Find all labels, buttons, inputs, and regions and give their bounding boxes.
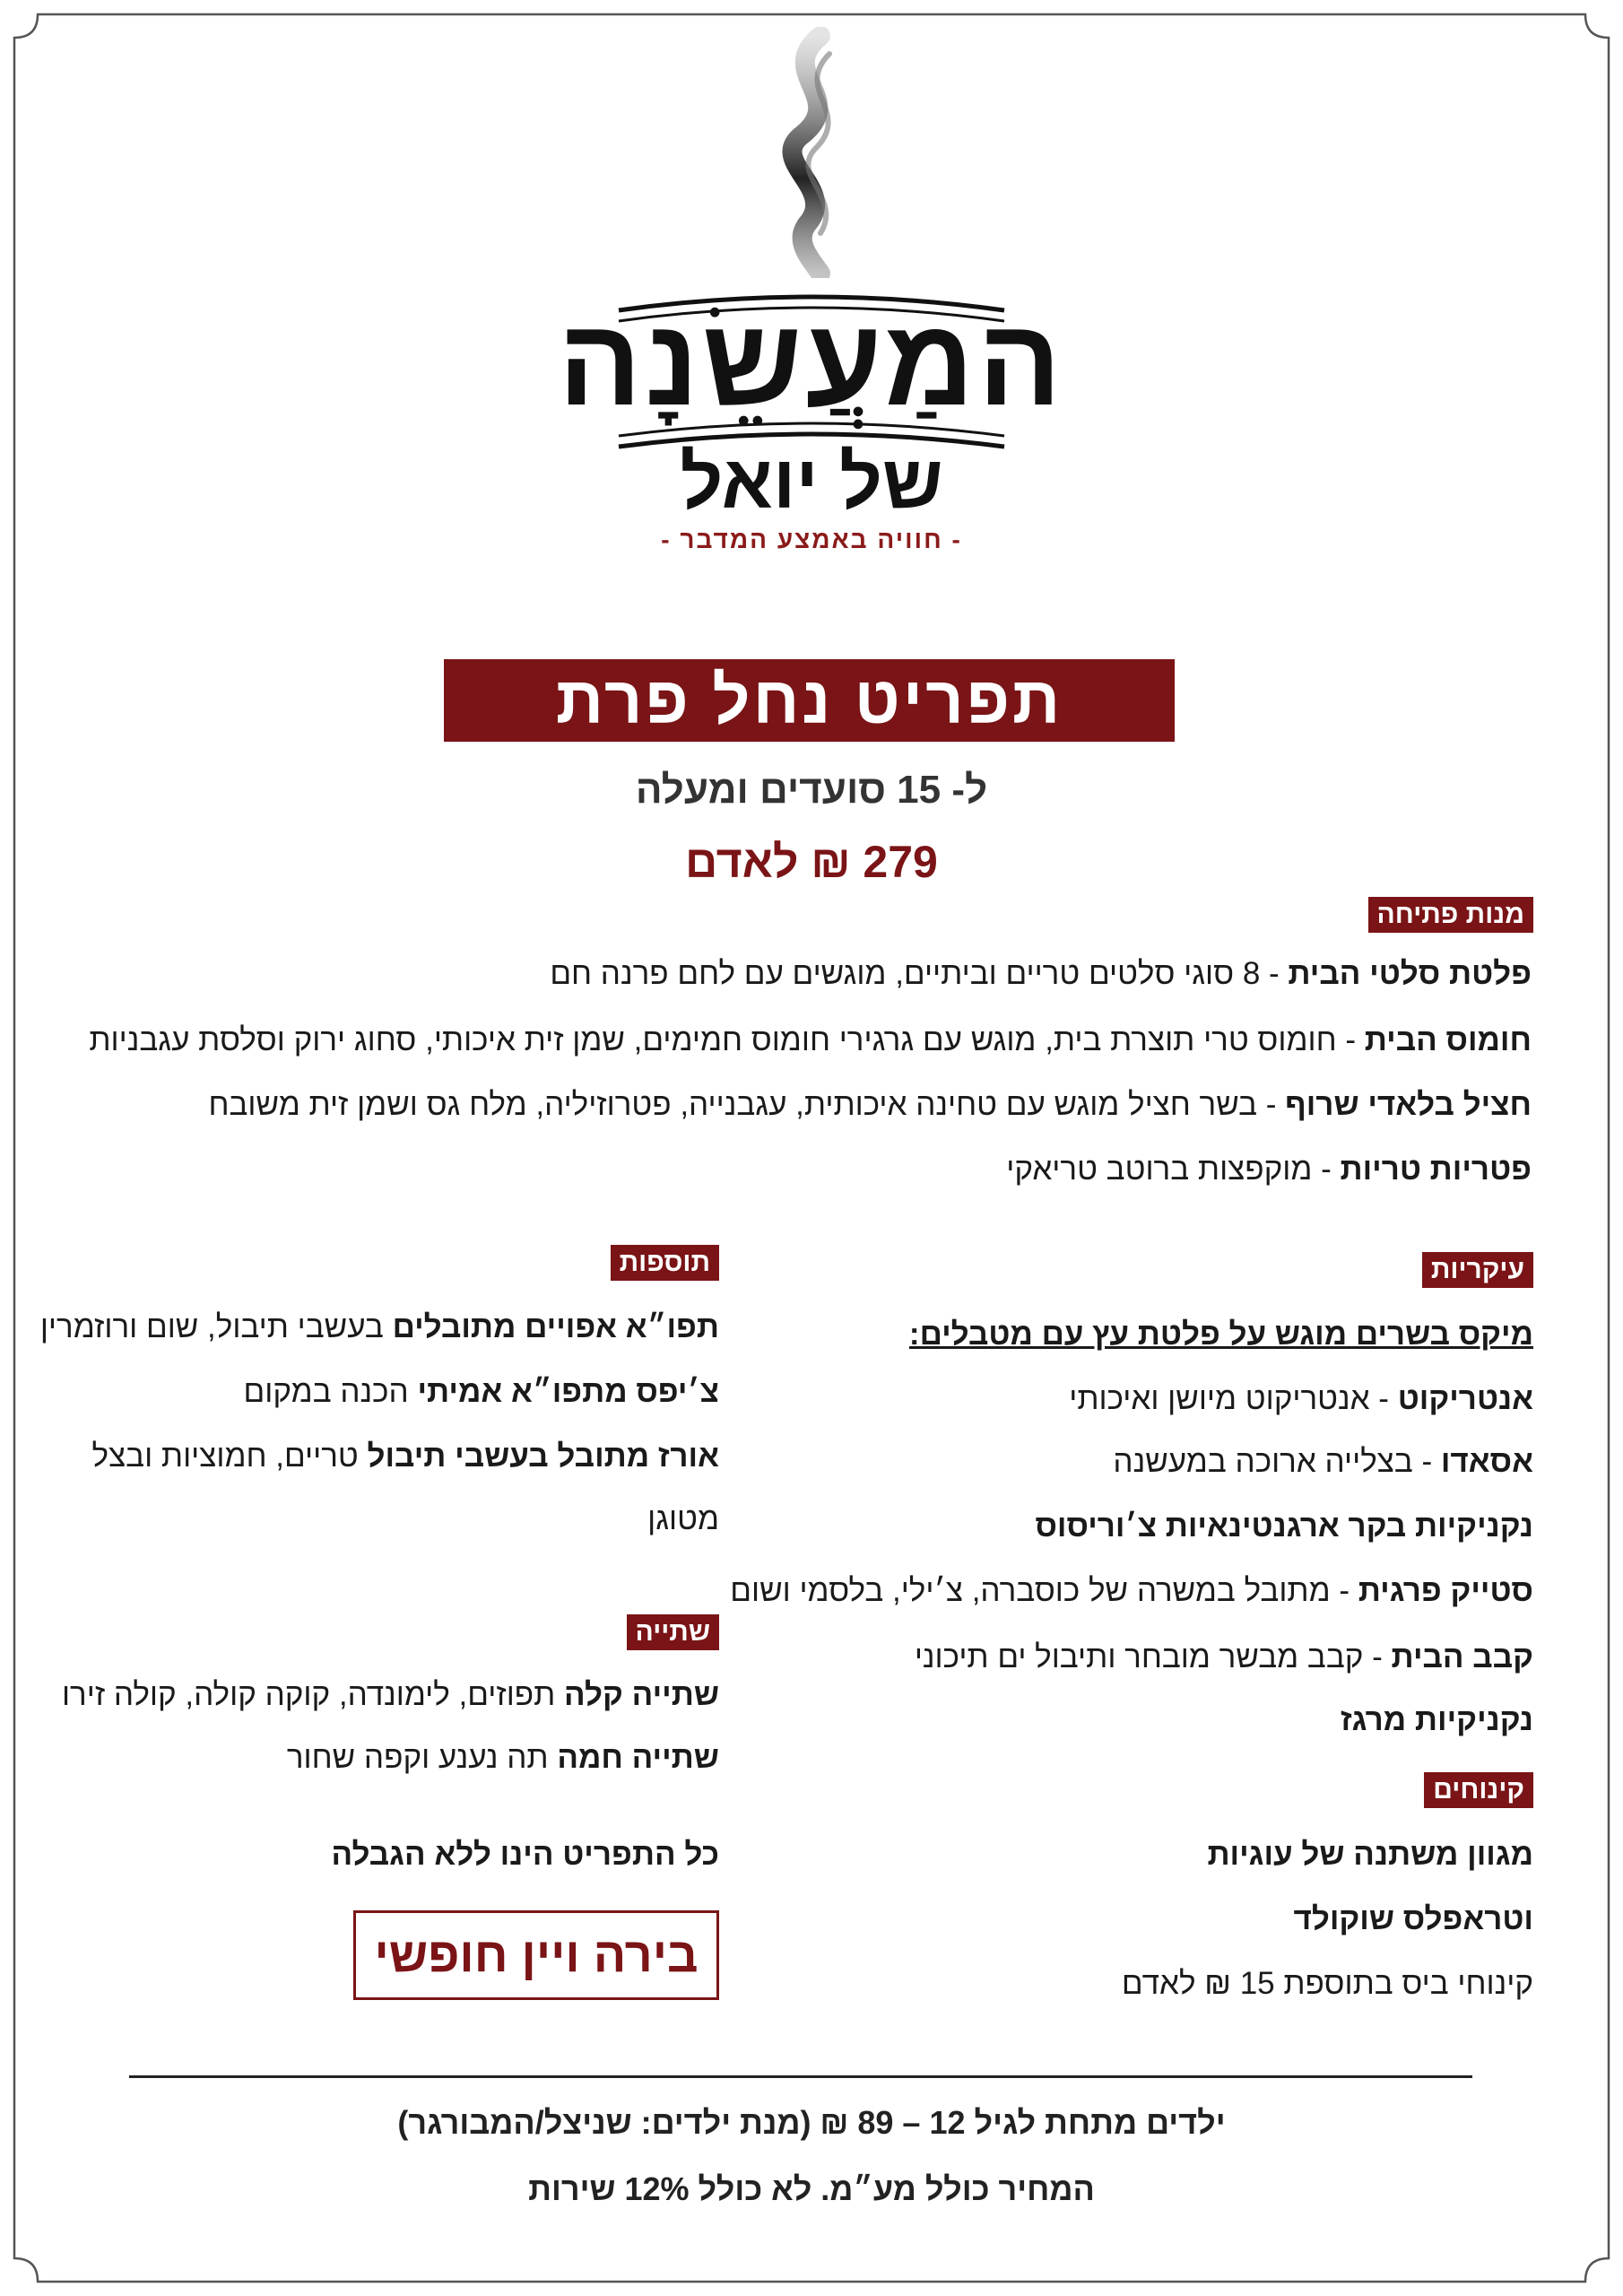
main-item: סטייק פרגית - מתובל במשרה של כוסברה, צ׳ילי, בלסמי ושום — [730, 1573, 1533, 1608]
section-label-desserts: קינוחים — [1424, 1772, 1533, 1808]
menu-title: תפריט נחל פרת — [444, 659, 1175, 742]
side-item: תפו״א אפויים מתובלים בעשבי תיבול, שום ורוזמרין — [39, 1309, 719, 1344]
main-item: קבב הבית - קבב מבשר מובחר ותיבול ים תיכוני — [914, 1639, 1533, 1674]
smoke-icon — [758, 27, 865, 278]
starter-item: חציל בלאדי שרוף - בשר חציל מוגש עם טחינה איכותית, עגבנייה, פטרוזיליה, מלח גס ושמן זית משובח — [208, 1087, 1532, 1122]
starter-item: פלטת סלטי הבית - 8 סוגי סלטים טריים וביתיים, מוגשים עם לחם פרנה חם — [550, 956, 1532, 991]
min-guests: ל- 15 סועדים ומעלה — [635, 768, 988, 812]
starter-item: פטריות טריות - מוקפצות ברוטב טריאקי — [1006, 1152, 1532, 1187]
vat-note: המחיר כולל מע״מ. לא כולל 12% שירות — [528, 2170, 1095, 2207]
side-item: מטוגן — [647, 1501, 719, 1536]
section-label-starters: מנות פתיחה — [1368, 897, 1533, 933]
free-drinks-box: בירה ויין חופשי — [353, 1910, 719, 2000]
brand-name: המַעֲשֵׂנָה — [558, 293, 1065, 431]
main-item: נקניקיות מרגז — [1340, 1702, 1533, 1737]
section-label-mains: עיקריות — [1422, 1252, 1533, 1288]
kids-price: ילדים מתחת לגיל 12 – 89 ₪ (מנת ילדים: שניצל/המבורגר) — [397, 2104, 1226, 2141]
brand-tagline: - חוויה באמצע המדבר - — [661, 526, 962, 553]
section-label-sides: תוספות — [611, 1245, 719, 1281]
dessert-item: וטראפלס שוקולד — [1293, 1901, 1533, 1936]
dessert-item: מגוון משתנה של עוגיות — [1207, 1837, 1533, 1872]
main-item: אנטריקוט - אנטריקוט מיושן ואיכותי — [1069, 1381, 1533, 1416]
side-item: אורז מתובל בעשבי תיבול טריים, חמוציות ובצל — [91, 1439, 719, 1474]
section-label-drinks: שתייה — [627, 1614, 719, 1650]
main-item: אסאדו - בצלייה ארוכה במעשנה — [1113, 1444, 1533, 1479]
starter-item: חומוס הבית - חומוס טרי תוצרת בית, מוגש עם גרגירי חומוס חמימים, שמן זית איכותי, סחוג ירוק וסלסת עגבניות — [89, 1022, 1532, 1057]
drink-item: שתייה חמה תה נענע וקפה שחור — [286, 1740, 719, 1775]
footer-divider — [129, 2075, 1472, 2078]
price-per-person: 279 ₪ לאדם — [685, 837, 938, 887]
main-item: נקניקיות בקר ארגנטינאיות צ׳וריסוס — [1035, 1509, 1533, 1544]
unlimited-note: כל התפריט הינו ללא הגבלה — [331, 1837, 719, 1872]
dessert-item: קינוחי ביס בתוספת 15 ₪ לאדם — [1121, 1966, 1533, 2001]
side-item: צ׳יפס מתפו״א אמיתי הכנה במקום — [243, 1374, 719, 1409]
brand-subname: של יואל — [680, 439, 943, 524]
mains-heading: מיקס בשרים מוגש על פלטת עץ עם מטבלים: — [908, 1317, 1533, 1352]
drink-item: שתייה קלה תפוזים, לימונדה, קוקה קולה, קולה זירו — [61, 1677, 719, 1712]
